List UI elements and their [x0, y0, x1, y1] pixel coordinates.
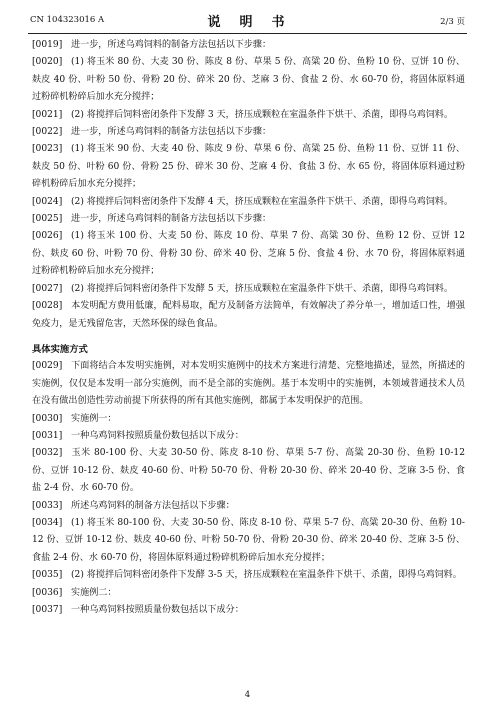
- paragraph-text: 一种乌鸡饲料按照质量份数包括以下成分：: [71, 605, 244, 615]
- document-body: [32, 37, 465, 619]
- header-rule: [28, 33, 467, 34]
- paragraph-text: 进一步，所述乌鸡饲料的制备方法包括以下步骤：: [71, 127, 272, 138]
- document-title: 说 明 书: [207, 15, 288, 30]
- paragraph-group-summary: [32, 37, 465, 333]
- paragraph: [32, 124, 465, 141]
- paragraph: [32, 498, 465, 515]
- paragraph: [32, 298, 465, 333]
- page-header: [28, 10, 467, 32]
- paragraph-number: [0027]: [32, 283, 63, 294]
- paragraph: [32, 37, 465, 54]
- paragraph: [32, 141, 465, 193]
- paragraph-number: [0023]: [32, 144, 63, 155]
- paragraph-text: (1) 将玉米 80-100 份、大麦 30-50 份、陈皮 8-10 份、草果 5-7 份、高粱 20-30 份、鱼粉 10-12 份、豆饼 10-12 份、麸皮 40-60 份、叶粉 50-70 份、骨粉 20-30 份、碎米 20-40 份、芝麻 3-5 份、食盐 2-4 份、水 60-70 份，将固体原料通过粉碎机粉碎后加水充分搅拌；: [32, 517, 465, 563]
- paragraph-text: 进一步，所述乌鸡饲料的制备方法包括以下步骤：: [71, 40, 272, 50]
- paragraph-text: 实施例二：: [71, 587, 117, 598]
- paragraph-number: [0035]: [32, 570, 63, 581]
- paragraph: [32, 445, 465, 497]
- paragraph-number: [0037]: [32, 605, 63, 615]
- paragraph: [32, 211, 465, 228]
- paragraph-number: [0031]: [32, 430, 63, 441]
- publication-number: CN 104323016 A: [30, 15, 105, 25]
- paragraph: [32, 515, 465, 567]
- paragraph-number: [0029]: [32, 361, 63, 372]
- page-fraction: 2/3 页: [440, 17, 465, 27]
- paragraph-number: [0036]: [32, 587, 63, 598]
- paragraph: [32, 281, 465, 298]
- paragraph: [32, 428, 465, 445]
- paragraph: [32, 411, 465, 428]
- paragraph: [32, 194, 465, 211]
- paragraph: [32, 567, 465, 584]
- paragraph-number: [0022]: [32, 127, 63, 138]
- paragraph-text: 进一步，所述乌鸡饲料的制备方法包括以下步骤：: [71, 214, 272, 225]
- paragraph-number: [0024]: [32, 196, 63, 207]
- paragraph: [32, 107, 465, 124]
- paragraph-number: [0026]: [32, 231, 63, 242]
- paragraph-text: 一种乌鸡饲料按照质量份数包括以下成分：: [71, 430, 244, 441]
- paragraph-text: (1) 将玉米 80 份、大麦 30 份、陈皮 8 份、草果 5 份、高粱 20 份、鱼粉 10 份、豆饼 10 份、麸皮 40 份、叶粉 50 份、骨粉 20 份、碎米 20 份、芝麻 3 份、食盐 2 份、水 60-70 份，将固体原料通过粉碎机粉碎后加水充分搅拌；: [32, 57, 465, 103]
- paragraph-text: (1) 将玉米 90 份、大麦 40 份、陈皮 9 份、草果 6 份、高粱 25 份、鱼粉 11 份、豆饼 11 份、麸皮 50 份、叶粉 60 份、骨粉 25 份、碎米 30 份、芝麻 4 份、食盐 3 份、水 65 份，将固体原料通过粉碎机粉碎后加水充分搅拌；: [32, 144, 465, 190]
- paragraph-group-embodiments: [32, 358, 465, 619]
- section-title: 具体实施方式: [32, 343, 88, 355]
- paragraph-number: [0030]: [32, 413, 63, 424]
- paragraph-number: [0025]: [32, 214, 63, 225]
- paragraph: [32, 228, 465, 280]
- paragraph-text: (2) 将搅拌后饲料密闭条件下发酵 5 天，挤压成颗粒在室温条件下烘干、杀菌，即得乌鸡饲料。: [71, 283, 453, 294]
- paragraph-text: 所述乌鸡饲料的制备方法包括以下步骤：: [71, 500, 235, 511]
- paragraph: [32, 585, 465, 602]
- paragraph-text: 下面将结合本发明实施例，对本发明实施例中的技术方案进行清楚、完整地描述，显然，所描述的实施例，仅仅是本发明一部分实施例，而不是全部的实施例。基于本发明中的实施例，本领域普通技术人员在没有做出创造性劳动前提下所获得的所有其他实施例，都属于本发明保护的范围。: [32, 361, 465, 407]
- paragraph: [32, 602, 465, 619]
- paragraph-number: [0021]: [32, 109, 63, 120]
- paragraph-text: 实施例一：: [71, 413, 117, 424]
- paragraph-text: (2) 将搅拌后饲料密闭条件下发酵 3-5 天，挤压成颗粒在室温条件下烘干、杀菌，即得乌鸡饲料。: [71, 570, 462, 581]
- page-number: 4: [244, 690, 251, 700]
- paragraph-text: 本发明配方费用低廉，配料易取，配方及制备方法简单，有效解决了养分单一，增加适口性，增强免疫力，是无残留危害，天然环保的绿色食品。: [32, 301, 465, 329]
- paragraph-text: (1) 将玉米 100 份、大麦 50 份、陈皮 10 份、草果 7 份、高粱 30 份、鱼粉 12 份、豆饼 12 份、麸皮 60 份、叶粉 70 份、骨粉 30 份、碎米 40 份、芝麻 5 份、食盐 4 份、水 70 份，将固体原料通过粉碎机粉碎后加水充分搅拌；: [32, 231, 465, 277]
- section-gap: [32, 333, 465, 341]
- paragraph: [32, 54, 465, 106]
- paragraph-text: (2) 将搅拌后饲料密闭条件下发酵 3 天，挤压成颗粒在室温条件下烘干、杀菌，即得乌鸡饲料。: [71, 109, 453, 120]
- paragraph-number: [0019]: [32, 40, 63, 50]
- paragraph-number: [0028]: [32, 301, 63, 312]
- paragraph-text: 玉米 80-100 份、大麦 30-50 份、陈皮 8-10 份、草果 5-7 份、高粱 20-30 份、鱼粉 10-12 份、豆饼 10-12 份、麸皮 40-60 份、叶粉 50-70 份、骨粉 20-30 份、碎米 20-40 份、芝麻 3-5 份、食盐 2-4 份、水 60-70 份。: [32, 448, 465, 494]
- paragraph-number: [0033]: [32, 500, 63, 511]
- paragraph-number: [0020]: [32, 57, 63, 68]
- paragraph-number: [0034]: [32, 517, 63, 528]
- paragraph: [32, 358, 465, 410]
- paragraph-number: [0032]: [32, 448, 63, 459]
- paragraph-text: (2) 将搅拌后饲料密闭条件下发酵 4 天，挤压成颗粒在室温条件下烘干、杀菌，即得乌鸡饲料。: [71, 196, 453, 207]
